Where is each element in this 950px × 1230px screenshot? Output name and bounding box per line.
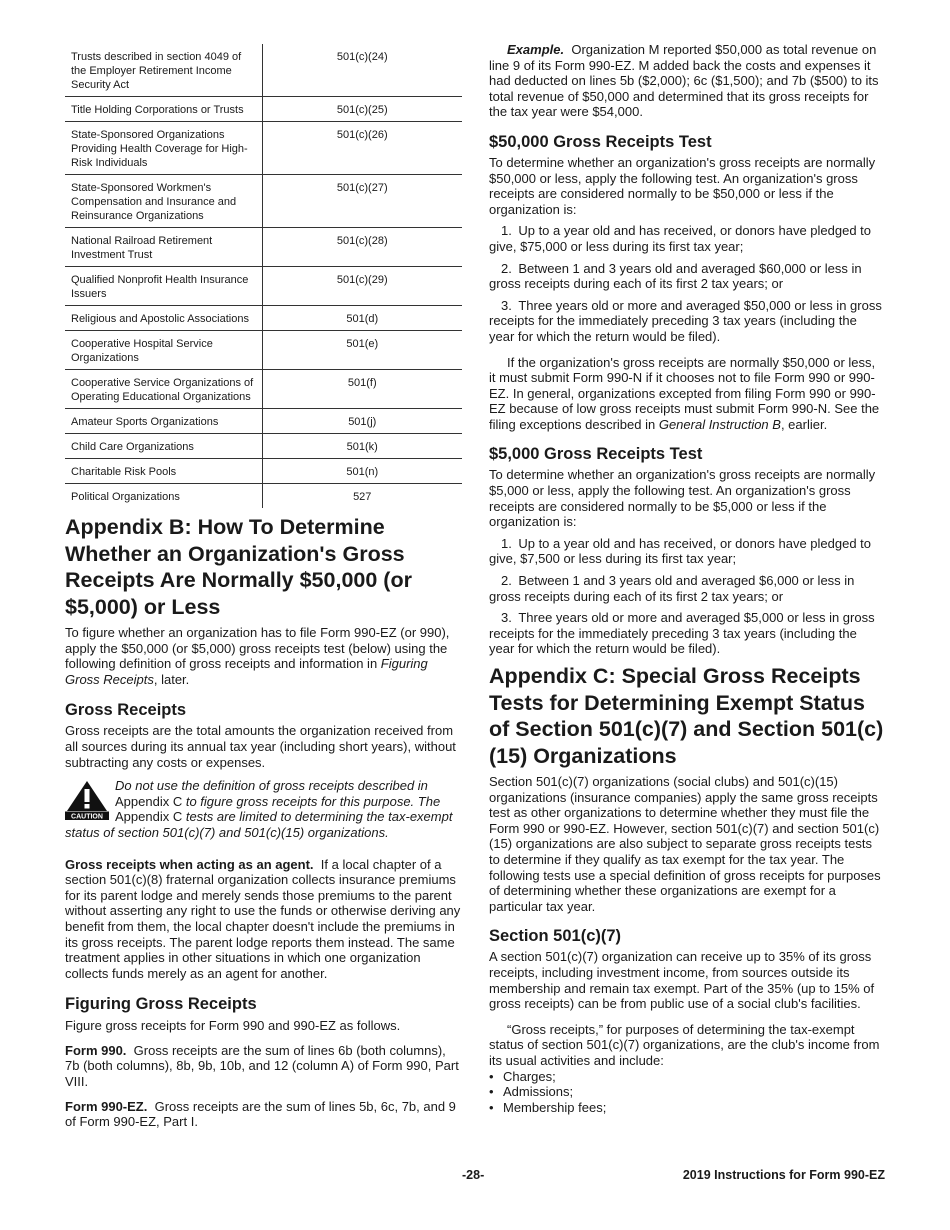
section-501c7-bullets bbox=[489, 1069, 885, 1116]
organization-type-cell: Political Organizations bbox=[71, 491, 180, 503]
intro-text: To figure whether an organization has to file Form 990-EZ (or 990), apply the $50,000 (or $5,000) gross receipts test (below) using the following definition of gross receipts and information in bbox=[65, 625, 450, 672]
form-990ez-text: Gross receipts are the sum of lines 5b, 6c, 7b, and 9 of Form 990-EZ, Part I. bbox=[65, 1098, 456, 1130]
organization-type-cell: Charitable Risk Pools bbox=[65, 459, 262, 484]
section-501c7-text: A section 501(c)(7) organization can receive up to 35% of its gross receipts, including investment income, from sources outside its membership and remain tax exempt. Part of the 35% (up to 15% of gross receipts) can be from public use of a social club's facilities. bbox=[489, 949, 875, 1012]
left-column bbox=[65, 44, 462, 1130]
test-5000-item-3: 3. Three years old or more and averaged $5,000 or less in gross receipts for the immediately preceding 3 tax years (including the year for which the return would be filed). bbox=[489, 610, 875, 657]
code-section-cell: 501(j) bbox=[262, 409, 462, 434]
test-5000-item-2: 2. Between 1 and 3 years old and averaged $6,000 or less in gross receipts during each of its first 2 tax years; or bbox=[489, 573, 855, 604]
test-50000-item-2: 2. Between 1 and 3 years old and averaged $60,000 or less in gross receipts during each of its first 2 tax years; or bbox=[489, 260, 862, 292]
code-section-cell: 501(e) bbox=[262, 331, 462, 370]
organization-type-cell: Trusts described in section 4049 of the Employer Retirement Income Security Act bbox=[65, 44, 262, 97]
form-990ez-label: Form 990-EZ. bbox=[65, 1098, 148, 1114]
agent-paragraph bbox=[65, 857, 462, 982]
agent-text: If a local chapter of a section 501(c)(8) fraternal organization collects insurance premiums for its parent lodge and merely sends those premiums to the parent without asserting any right to use the funds or otherwise deriving any benefit from them, the local chapter doesn't include the premiums in its gross receipts. The parent lodge reports them instead. The same treatment applies in other situations in which one organization collects funds merely as an agent for another. bbox=[65, 856, 461, 981]
form-990ez-paragraph bbox=[65, 1099, 462, 1130]
caution-text-4: Appendix C bbox=[115, 809, 183, 825]
test-50000-intro: To determine whether an organization's gross receipts are normally $50,000 or less, apply the following test. An organization's gross receipts are considered normally to be $50,000 or less if the organization is: bbox=[489, 154, 876, 217]
code-section-cell: 501(f) bbox=[262, 370, 462, 409]
caution-text-5: tests are limited to determining the tax-exempt status of section 501(c)(7) and 501(c)(15) organizations. bbox=[65, 809, 453, 840]
organization-type-cell: State-Sponsored Organizations Providing Health Coverage for High-Risk Individuals bbox=[65, 122, 262, 175]
table-row bbox=[65, 409, 462, 434]
test-50000-item-3: 3. Three years old or more and averaged $50,000 or less in gross receipts for the immediately preceding 3 tax years (including the year for which the return would be filed). bbox=[489, 297, 882, 344]
table-row bbox=[65, 484, 462, 509]
table-row bbox=[65, 306, 462, 331]
caution-text-1: Do not use the definition of gross receipts described in bbox=[115, 778, 428, 794]
note-text-end: , earlier. bbox=[780, 416, 828, 432]
test-5000-intro: To determine whether an organization's gross receipts are normally $5,000 or less, apply the following test. An organization's gross receipts are considered normally to be $5,000 or less if the organization is: bbox=[489, 467, 876, 530]
code-section-cell: 501(c)(26) bbox=[262, 122, 462, 175]
code-section-cell: 501(c)(25) bbox=[262, 97, 462, 122]
caution-icon bbox=[65, 780, 109, 820]
list-item: • Membership fees; bbox=[489, 1100, 885, 1116]
example-label: Example. bbox=[507, 42, 565, 57]
figuring-text: Figure gross receipts for Form 990 and 990-EZ as follows. bbox=[65, 1018, 401, 1034]
footer-document-title: 2019 Instructions for Form 990-EZ bbox=[682, 1168, 885, 1182]
test-5000-item-1: 1. Up to a year old and has received, or donors have pledged to give, $7,500 or less during its first tax year; bbox=[489, 535, 872, 567]
code-section-cell: 501(d) bbox=[262, 306, 462, 331]
page-number: -28- bbox=[462, 1168, 485, 1182]
organization-type-cell: Religious and Apostolic Associations bbox=[65, 306, 262, 331]
caution-note bbox=[65, 778, 462, 840]
organization-type-cell: State-Sponsored Workmen's Compensation and Insurance and Reinsurance Organizations bbox=[65, 175, 262, 228]
list-item: • Admissions; bbox=[489, 1084, 885, 1100]
table-row bbox=[65, 370, 462, 409]
form-990-paragraph bbox=[65, 1043, 462, 1090]
figuring-heading: Figuring Gross Receipts bbox=[65, 995, 257, 1014]
code-section-cell: 501(c)(29) bbox=[262, 267, 462, 306]
appendix-c-text: Section 501(c)(7) organizations (social clubs) and 501(c)(15) organizations (insurance companies) apply the same gross receipts test as other organizations to determine whether they must file the Form 990 or 990-EZ. However, section 501(c)(7) and section 501(c)(15) organizations are also subject to separate gross receipts tests to determine if they qualify as tax exempt for the tax year. The following tests use a special definition of gross receipts for purposes of determining whether these organizations are exempt for a particular tax year. bbox=[489, 774, 881, 914]
code-section-cell: 501(k) bbox=[262, 434, 462, 459]
example-text: Organization M reported $50,000 as total revenue on line 9 of its Form 990-EZ. M added back the costs and expenses it had deducted on lines 5b ($2,000); 6c ($1,500); and 7b ($500) to its total revenue of $50,000 and determined that its gross receipts for the tax year were $54,000. bbox=[489, 42, 879, 120]
form-990-text: Gross receipts are the sum of lines 6b (both columns), 7b (both columns), 8b, 9b, 10b, and 12 (column A) of Form 990, Part VIII. bbox=[65, 1042, 459, 1090]
caution-label: CAUTION bbox=[71, 813, 103, 821]
note-text: If the organization's gross receipts are normally $50,000 or less, it must submit Form 990-N if it chooses not to file Form 990 or 990-EZ. In general, organizations excepted from filing Form 990 or 990-EZ because of low gross receipts must submit Form 990-N. See the filing exceptions described in bbox=[489, 354, 880, 432]
appendix-c-title: Appendix C: Special Gross Receipts Tests for Determining Exempt Status of Section 501(c)(7) and Section 501(c)(15) Organizations bbox=[489, 664, 884, 768]
caution-text-2: Appendix C bbox=[115, 793, 183, 809]
table-row bbox=[65, 97, 462, 122]
section-501c7-heading: Section 501(c)(7) bbox=[489, 927, 622, 946]
note-italic-ref: General Instruction B bbox=[658, 416, 781, 432]
organization-type-cell: Cooperative Service Organizations of Operating Educational Organizations bbox=[65, 370, 262, 409]
section-501c7-definition: “Gross receipts,” for purposes of determining the tax-exempt status of section 501(c)(7) organizations, are the club's income from its usual activities and include: bbox=[489, 1021, 880, 1068]
code-section-cell: 501(c)(28) bbox=[262, 228, 462, 267]
intro-italic-ref: Figuring Gross Receipts bbox=[65, 656, 428, 687]
intro-text-end: , later. bbox=[153, 671, 190, 687]
list-item: • Charges; bbox=[489, 1069, 885, 1085]
table-row bbox=[65, 434, 462, 459]
gross-receipts-text: Gross receipts are the total amounts the organization received from all sources during its annual tax year (including short years), without subtracting any costs or expenses. bbox=[65, 723, 456, 770]
table-body bbox=[65, 44, 462, 508]
organization-type-cell: Child Care Organizations bbox=[65, 434, 262, 459]
table-row bbox=[65, 122, 462, 175]
gross-receipts-heading: Gross Receipts bbox=[65, 701, 187, 720]
caution-text bbox=[65, 778, 462, 840]
form-990-label: Form 990. bbox=[65, 1042, 127, 1058]
code-section-cell: 527 bbox=[262, 484, 462, 509]
right-column bbox=[489, 42, 885, 1115]
test-50000-note bbox=[489, 355, 885, 433]
table-row bbox=[65, 175, 462, 228]
organization-type-cell: Title Holding Corporations or Trusts bbox=[65, 97, 262, 122]
appendix-b-title: Appendix B: How To Determine Whether an Organization's Gross Receipts Are Normally $50,000 (or $5,000) or Less bbox=[65, 515, 412, 619]
caution-text-3: to figure gross receipts for this purpose. The bbox=[182, 793, 441, 809]
test-50000-item-1: 1. Up to a year old and has received, or donors have pledged to give, $75,000 or less during its first tax year; bbox=[489, 223, 872, 254]
code-section-cell: 501(c)(27) bbox=[262, 175, 462, 228]
table-row bbox=[65, 44, 462, 97]
appendix-b-intro bbox=[65, 625, 462, 687]
table-row bbox=[65, 267, 462, 306]
organization-type-cell: National Railroad Retirement Investment Trust bbox=[65, 228, 262, 267]
table-row bbox=[65, 459, 462, 484]
organization-section-table bbox=[65, 44, 462, 508]
organization-type-cell: Cooperative Hospital Service Organizations bbox=[65, 331, 262, 370]
test-5000-heading: $5,000 Gross Receipts Test bbox=[489, 445, 703, 464]
test-50000-heading: $50,000 Gross Receipts Test bbox=[489, 132, 712, 151]
table-row bbox=[65, 331, 462, 370]
code-section-cell: 501(c)(24) bbox=[262, 44, 462, 97]
example-paragraph bbox=[489, 42, 885, 120]
organization-type-cell: Amateur Sports Organizations bbox=[65, 409, 262, 434]
code-section-cell: 501(n) bbox=[262, 459, 462, 484]
table-row bbox=[65, 228, 462, 267]
organization-type-cell: Qualified Nonprofit Health Insurance Issuers bbox=[65, 267, 262, 306]
agent-heading: Gross receipts when acting as an agent. bbox=[65, 856, 314, 872]
